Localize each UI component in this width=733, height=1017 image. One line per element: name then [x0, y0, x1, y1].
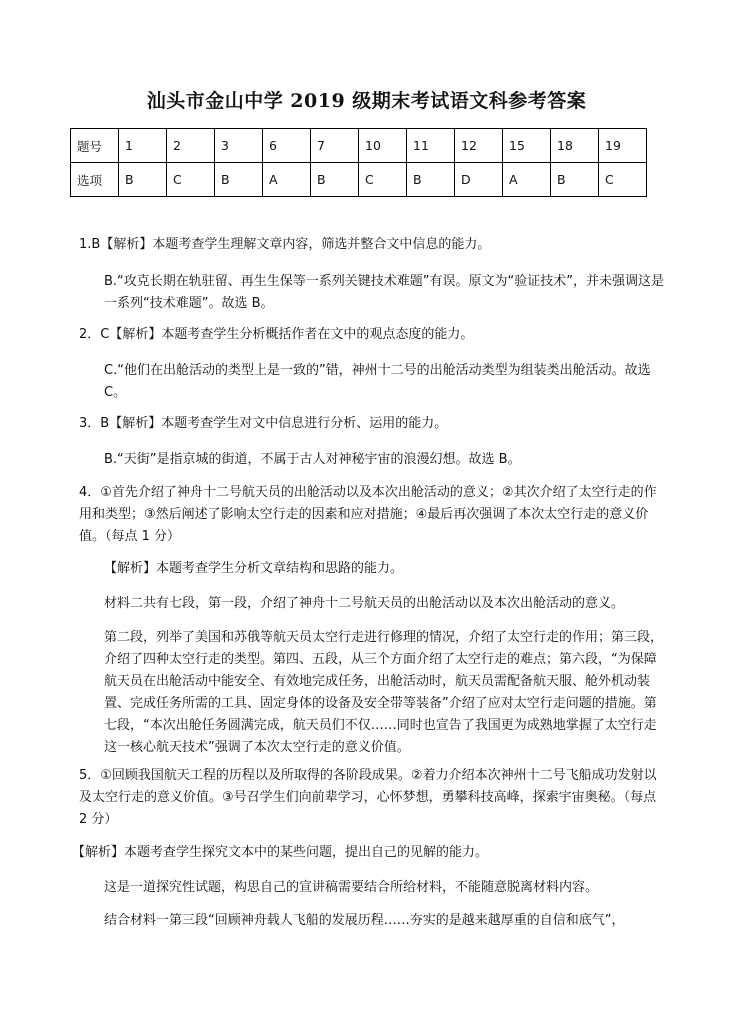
answer-table	[70, 128, 647, 197]
table-cell: B	[215, 163, 263, 197]
q5-analysis-paragraph: 这是一道探究性试题，构思自己的宣讲稿需要结合所给材料，不能随意脱离材料内容。	[104, 880, 599, 895]
table-cell: D	[455, 163, 503, 197]
table-cell: B	[407, 163, 455, 197]
table-cell: 12	[455, 129, 503, 163]
document-title: 汕头市金山中学 2019 级期末考试语文科参考答案	[146, 90, 587, 112]
table-cell: A	[263, 163, 311, 197]
q2-explanation: C.“他们在出舱活动的类型上是一致的”错，神州十二号的出舱活动类型为组装类出舱活动。故选 C。	[104, 363, 651, 400]
q5-analysis-heading: 【解析】本题考查学生探究文本中的某些问题，提出自己的见解的能力。	[72, 845, 489, 860]
table-cell: 6	[263, 129, 311, 163]
table-cell: B	[311, 163, 359, 197]
table-cell: B	[551, 163, 599, 197]
table-cell: 18	[551, 129, 599, 163]
table-cell: C	[599, 163, 647, 197]
table-cell: 2	[167, 129, 215, 163]
table-cell: B	[119, 163, 167, 197]
q4-analysis-paragraph: 第二段，列举了美国和苏俄等航天员太空行走进行修理的情况，介绍了太空行走的作用；第三段，介绍了四种太空行走的类型。第四、五段，从三个方面介绍了太空行走的难点；第六段，“为保障航天员在出舱活动中能安全、有效地完成任务，出舱活动时，航天员需配备航天服、舱外机动装置、完成任务所需的工具、固定身体的设备及安全带等装备”介绍了应对太空行走问题的措施。第七段，“本次出舱任务圆满完成，航天员们不仅……同时也宣告了我国更为成熟地掌握了太空行走这一核心航天技术”强调了本次太空行走的意义价值。	[104, 630, 664, 755]
table-cell: A	[503, 163, 551, 197]
table-cell: C	[167, 163, 215, 197]
table-cell: 15	[503, 129, 551, 163]
q3-explanation: B.“天街”是指京城的街道，不属于古人对神秘宇宙的浪漫幻想。故选 B。	[104, 452, 521, 467]
q5-answer: 5．①回顾我国航天工程的历程以及所取得的各阶段成果。②着力介绍本次神州十二号飞船成功发射以及太空行走的意义价值。③号召学生们向前辈学习，心怀梦想，勇攀科技高峰，探索宇宙奥秘。（每点 2 分）	[79, 768, 657, 827]
table-row-answers	[71, 163, 647, 197]
row-label-numbers: 题号	[71, 129, 119, 163]
table-cell: 10	[359, 129, 407, 163]
table-cell: 1	[119, 129, 167, 163]
q2-heading: 2．C【解析】本题考查学生分析概括作者在文中的观点态度的能力。	[79, 327, 474, 342]
q5-analysis-paragraph: 结合材料一第三段“回顾神舟载人飞船的发展历程……夯实的是越来越厚重的自信和底气”，	[104, 913, 625, 928]
q1-heading: 1.B【解析】本题考查学生理解文章内容，筛选并整合文中信息的能力。	[79, 237, 491, 252]
table-cell: 7	[311, 129, 359, 163]
table-cell: 19	[599, 129, 647, 163]
q4-analysis-paragraph: 材料二共有七段，第一段，介绍了神舟十二号航天员的出舱活动以及本次出舱活动的意义。	[104, 596, 625, 611]
q4-answer: 4．①首先介绍了神舟十二号航天员的出舱活动以及本次出舱活动的意义；②其次介绍了太空行走的作用和类型；③然后阐述了影响太空行走的因素和应对措施；④最后再次强调了本次太空行走的意义价值。（每点 1 分）	[79, 485, 657, 544]
table-cell: 11	[407, 129, 455, 163]
q3-heading: 3．B【解析】本题考查学生对文中信息进行分析、运用的能力。	[79, 416, 448, 431]
q4-analysis-heading: 【解析】本题考查学生分析文章结构和思路的能力。	[104, 561, 404, 576]
q1-explanation: B.“攻克长期在轨驻留、再生生保等一系列关键技术难题”有误。原文为“验证技术”，并未强调这是一系列“技术难题”。故选 B。	[104, 274, 664, 311]
table-row-numbers	[71, 129, 647, 163]
row-label-answers: 选项	[71, 163, 119, 197]
table-cell: C	[359, 163, 407, 197]
table-cell: 3	[215, 129, 263, 163]
